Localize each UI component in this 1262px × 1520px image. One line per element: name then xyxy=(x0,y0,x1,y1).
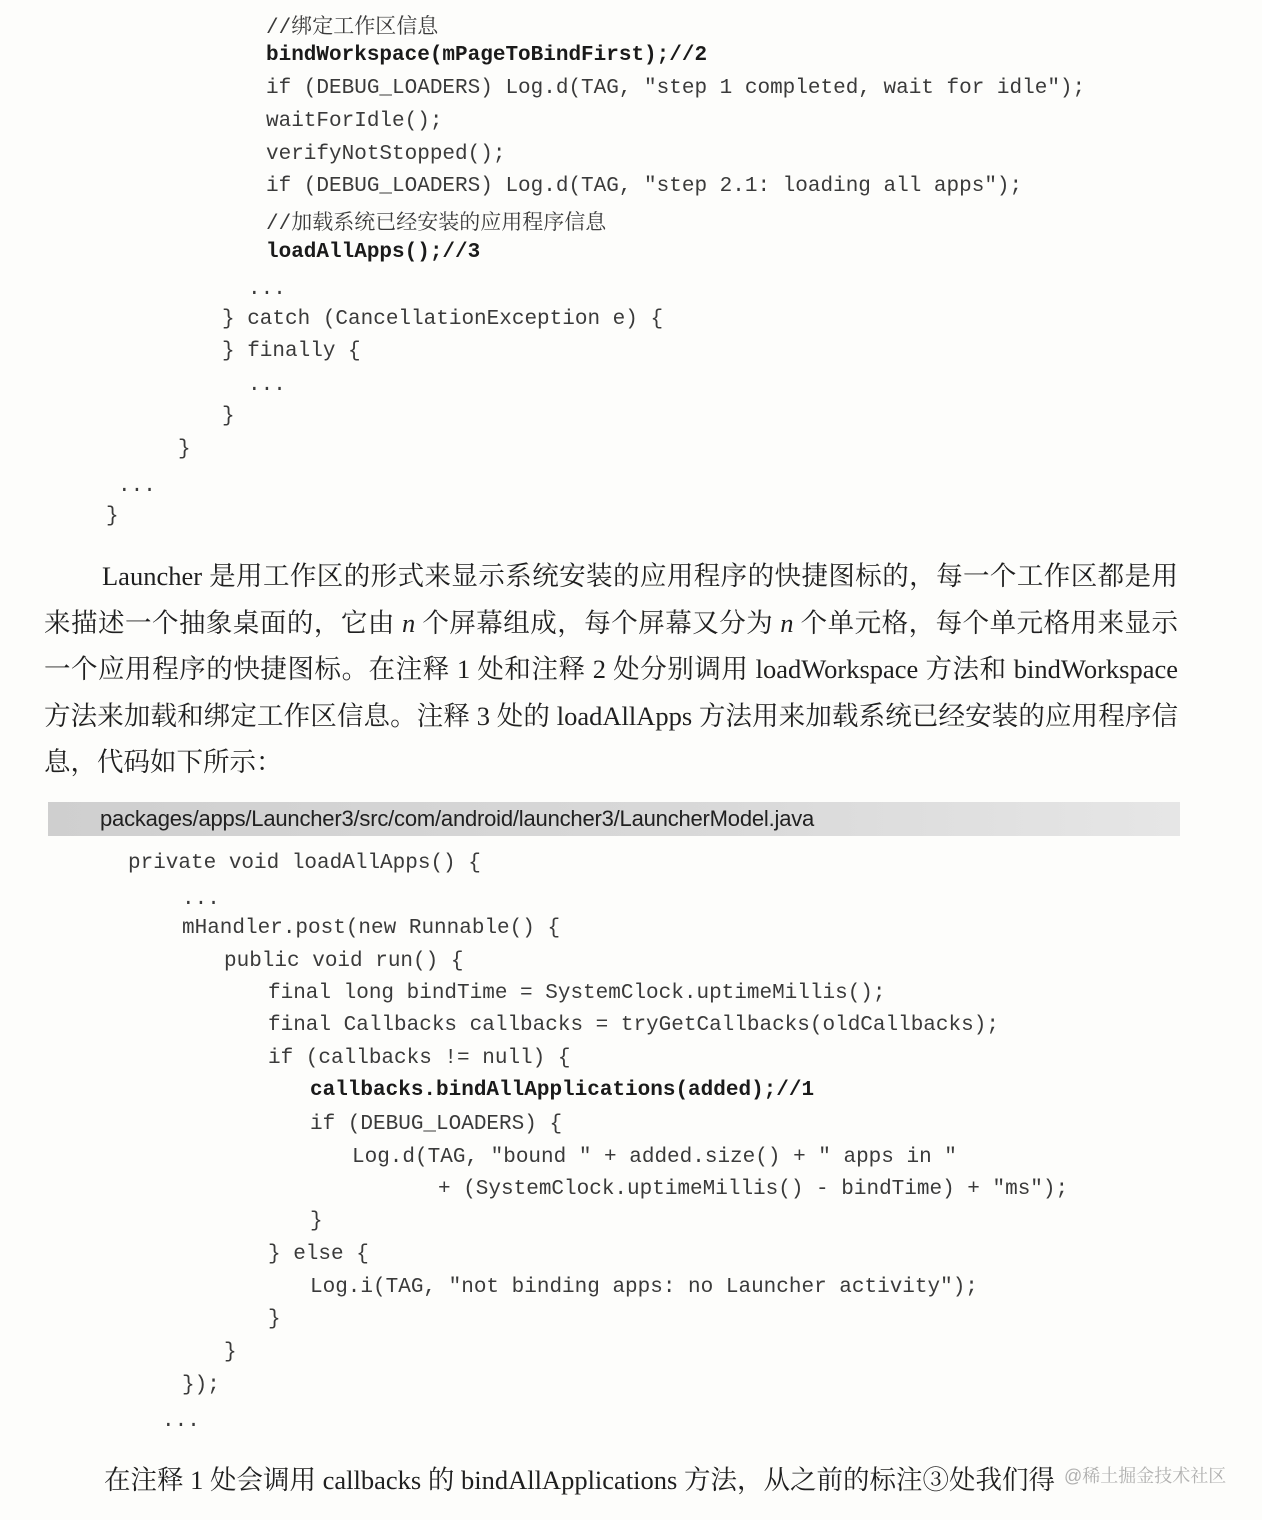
watermark: @稀土掘金技术社区 xyxy=(1064,1466,1227,1486)
code-line: verifyNotStopped(); xyxy=(266,143,506,166)
code-line: } finally { xyxy=(222,340,361,363)
code-line: public void run() { xyxy=(224,950,464,973)
code-line: ... xyxy=(162,1410,200,1433)
paragraph-text-1: Launcher 是用工作区的形式来显示系统安装的应用程序的快捷图标的，每一个工作区都是用来描述一个抽象桌面的，它由 xyxy=(44,561,1178,638)
paragraph-variable-n: n xyxy=(401,607,416,638)
code-line: ... xyxy=(182,888,220,911)
code-line: if (callbacks != null) { xyxy=(268,1047,571,1070)
code-line: if (DEBUG_LOADERS) { xyxy=(310,1113,563,1136)
code-line: ... xyxy=(248,374,286,397)
code-line: } xyxy=(106,505,119,528)
code-line: mHandler.post(new Runnable() { xyxy=(182,917,561,940)
code-line: } xyxy=(224,1341,237,1364)
code-line: if (DEBUG_LOADERS) Log.d(TAG, "step 1 completed, wait for idle"); xyxy=(266,77,1086,100)
code-line: Log.i(TAG, "not binding apps: no Launcher activity"); xyxy=(310,1276,978,1299)
code-line: loadAllApps();//3 xyxy=(266,241,481,264)
code-line: ... xyxy=(118,475,156,498)
code-line: }); xyxy=(182,1374,220,1397)
code-line: } xyxy=(178,438,191,461)
code-line: Log.d(TAG, "bound " + added.size() + " apps in " xyxy=(352,1146,957,1169)
code-line: //加载系统已经安装的应用程序信息 xyxy=(266,213,607,236)
code-line: if (DEBUG_LOADERS) Log.d(TAG, "step 2.1: loading all apps"); xyxy=(266,175,1023,198)
code-line: private void loadAllApps() { xyxy=(128,852,481,875)
code-line: } else { xyxy=(268,1243,369,1266)
file-path: packages/apps/Launcher3/src/com/android/launcher3/LauncherModel.java xyxy=(100,806,815,831)
paragraph-text-2: 个屏幕组成，每个屏幕又分为 xyxy=(415,607,781,638)
code-line: bindWorkspace(mPageToBindFirst);//2 xyxy=(266,44,708,67)
code-line: } xyxy=(310,1210,323,1233)
code-line: } catch (CancellationException e) { xyxy=(222,308,664,331)
code-line: + (SystemClock.uptimeMillis() - bindTime) + "ms"); xyxy=(438,1178,1069,1201)
code-line: //绑定工作区信息 xyxy=(266,17,439,40)
code-line: ... xyxy=(248,278,286,301)
code-line: final long bindTime = SystemClock.uptimeMillis(); xyxy=(268,982,886,1005)
code-line: callbacks.bindAllApplications(added);//1 xyxy=(310,1079,815,1102)
file-path-bar xyxy=(48,802,1180,836)
code-line: waitForIdle(); xyxy=(266,110,443,133)
code-line: final Callbacks callbacks = tryGetCallbacks(oldCallbacks); xyxy=(268,1014,999,1037)
bottom-paragraph: 在注释 1 处会调用 callbacks 的 bindAllApplications 方法，从之前的标注③处我们得 xyxy=(104,1465,1055,1495)
body-paragraph xyxy=(44,553,1178,786)
code-line: } xyxy=(268,1308,281,1331)
code-line: } xyxy=(222,405,235,428)
paragraph-text-3: 个单元格，每个单元格用来显示一个应用程序的快捷图标。在注释 1 处和注释 2 处分别调用 loadWorkspace 方法和 bindWorkspace 方法来加载和绑定工作区信息。注释 3 处的 loadAllApps 方法用来加载系统已经安装的应用程序信息，代码如下所示： xyxy=(44,607,1179,777)
paragraph-variable-n: n xyxy=(780,607,794,638)
